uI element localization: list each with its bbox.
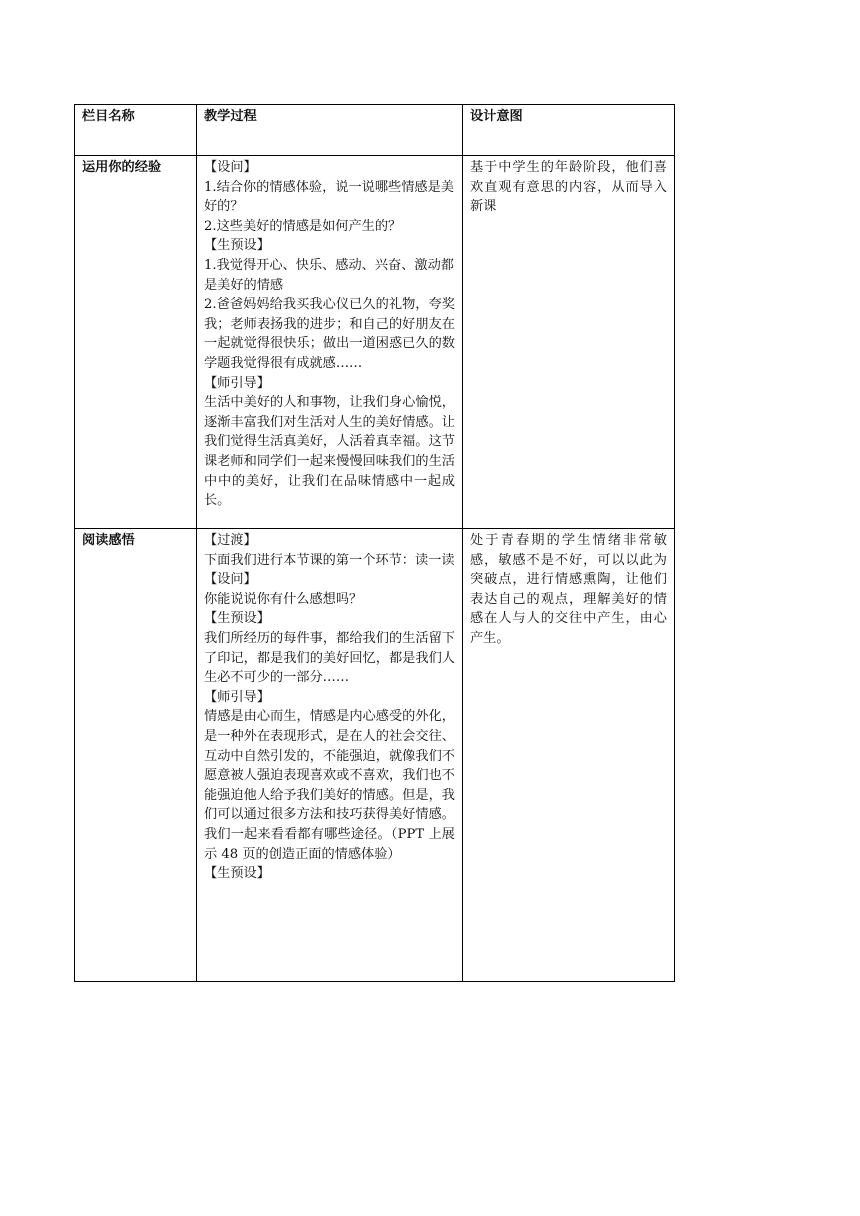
lesson-plan-table [74,104,675,982]
process-line: 下面我们进行本节课的第一个环节：读一读 [204,552,455,568]
process-line: 我们所经历的每件事，都给我们的生活留下了印记，都是我们的美好回忆，都是我们人生必不可少的一部分…… [204,630,455,686]
process-line: 2.这些美好的情感是如何产生的？ [204,218,402,234]
process-line: 1.我觉得开心、快乐、感动、兴奋、激动都是美好的情感 [204,257,454,293]
process-line: 【生预设】 [204,238,270,254]
process-line: 你能说说你有什么感想吗？ [204,591,363,607]
process-line: 【师引导】 [204,375,270,391]
process-line: 【师引导】 [204,689,270,705]
row-column-name: 阅读感悟 [75,529,197,982]
table-header-row [75,105,675,156]
row-design-intent: 基于中学生的年龄阶段，他们喜欢直观有意思的内容，从而导入新课 [463,156,675,529]
header-teaching-process: 教学过程 [197,105,463,156]
process-line: 情感是由心而生，情感是内心感受的外化，是一种外在表现形式，是在人的社会交往、互动中自然引发的，不能强迫，就像我们不愿意被人强迫表现喜欢或不喜欢，我们也不能强迫他人给予我们美好的情感。但是，我们可以通过很多方法和技巧获得美好情感。我们一起来看看都有哪些途径。（PPT 上展示 48 页的创造正面的情感体验） [204,709,455,862]
header-column-name: 栏目名称 [75,105,197,156]
table-row [75,529,675,982]
row-teaching-process [197,529,463,982]
process-line: 2.爸爸妈妈给我买我心仪已久的礼物，夸奖我；老师表扬我的进步；和自己的好朋友在一起就觉得很快乐；做出一道困惑已久的数学题我觉得很有成就感…… [204,297,455,371]
process-line: 【生预设】 [204,611,270,627]
process-line: 1.结合你的情感体验，说一说哪些情感是美好的？ [204,179,454,215]
process-line: 【过渡】 [204,533,257,548]
table-row [75,156,675,529]
row-design-intent: 处于青春期的学生情绪非常敏感，敏感不是不好，可以以此为突破点，进行情感熏陶，让他们表达自己的观点，理解美好的情感在人与人的交往中产生，由心产生。 [463,529,675,982]
process-line: 【设问】 [204,572,257,588]
process-line: 生活中美好的人和事物，让我们身心愉悦，逐渐丰富我们对生活对人生的美好情感。让我们觉得生活真美好，人活着真幸福。这节课老师和同学们一起来慢慢回味我们的生活中中的美好，让我们在品味情感中一起成长。 [204,395,455,509]
process-line: 【设问】 [204,160,257,175]
row-teaching-process [197,156,463,529]
header-design-intent: 设计意图 [463,105,675,156]
row-column-name: 运用你的经验 [75,156,197,529]
process-line: 【生预设】 [204,866,270,882]
